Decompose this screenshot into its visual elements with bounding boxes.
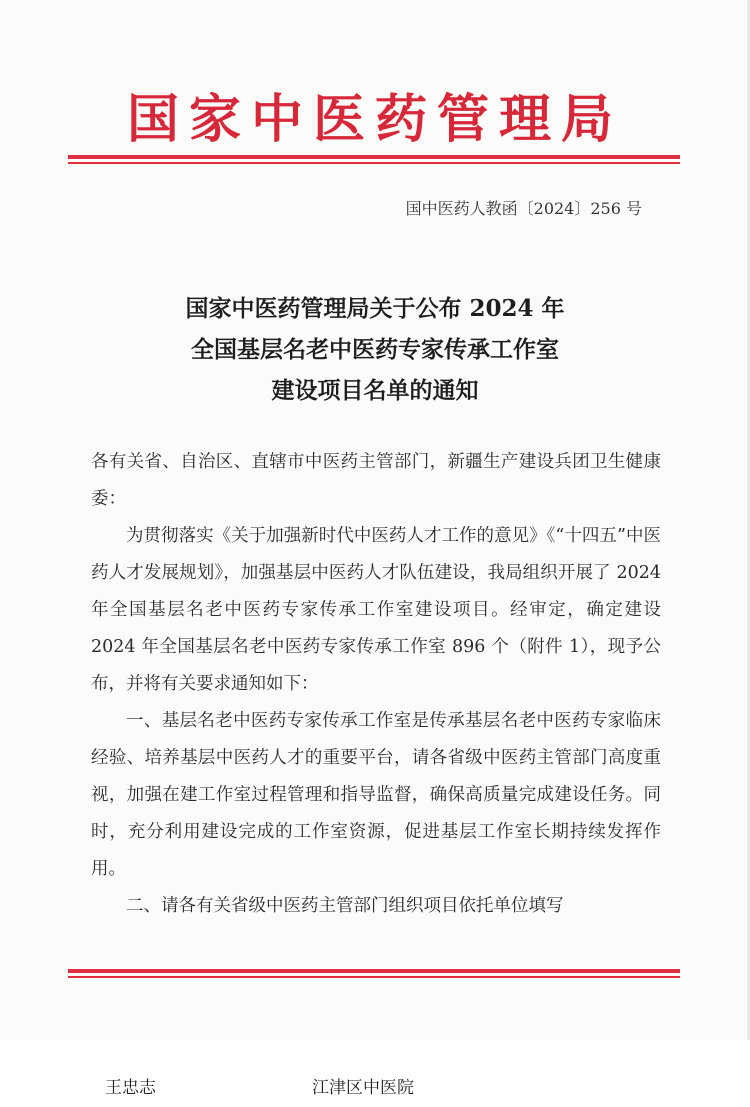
letterhead-red-rule-thin [68, 162, 680, 164]
document-title-line: 全国基层名老中医药专家传承工作室 [191, 336, 559, 363]
agency-letterhead-title: 国家中医药管理局 [126, 89, 623, 150]
footer-red-rule-thin [68, 976, 680, 978]
footer-name: 王忠志 [105, 1078, 156, 1098]
letterhead-red-rule-thick [68, 155, 680, 159]
body-paragraph: 为贯彻落实《关于加强新时代中医药人才工作的意见》《“十四五”中医药人才发展规划》，加强基层中医药人才队伍建设，我局组织开展了 2024 年全国基层名老中医药专家传承工作室建设项目。经审定，确定建设 2024 年全国基层名老中医药专家传承工作室 896 个（附件 1），现予公布，并将有关要求通知如下： [91, 526, 661, 694]
body-paragraph: 一、基层名老中医药专家传承工作室是传承基层名老中医药专家临床经验、培养基层中医药人才的重要平台，请各省级中医药主管部门高度重视，加强在建工作室过程管理和指导监督，确保高质量完成建设任务。同时，充分利用建设完成的工作室资源，促进基层工作室长期持续发挥作用。 [91, 711, 661, 879]
salutation: 各有关省、自治区、直辖市中医药主管部门，新疆生产建设兵团卫生健康委： [91, 452, 661, 509]
document-title [60, 288, 690, 411]
body-paragraph: 二、请各有关省级中医药主管部门组织项目依托单位填写 [126, 896, 564, 916]
document-body [91, 444, 661, 925]
document-title-line: 国家中医药管理局关于公布 2024 年 [185, 295, 565, 322]
document-title-line: 建设项目名单的通知 [271, 377, 479, 404]
footer-red-rule-thick [68, 969, 680, 973]
footer-hospital: 江津区中医院 [312, 1078, 414, 1098]
document-number: 国中医药人教函〔2024〕256 号 [405, 199, 642, 218]
